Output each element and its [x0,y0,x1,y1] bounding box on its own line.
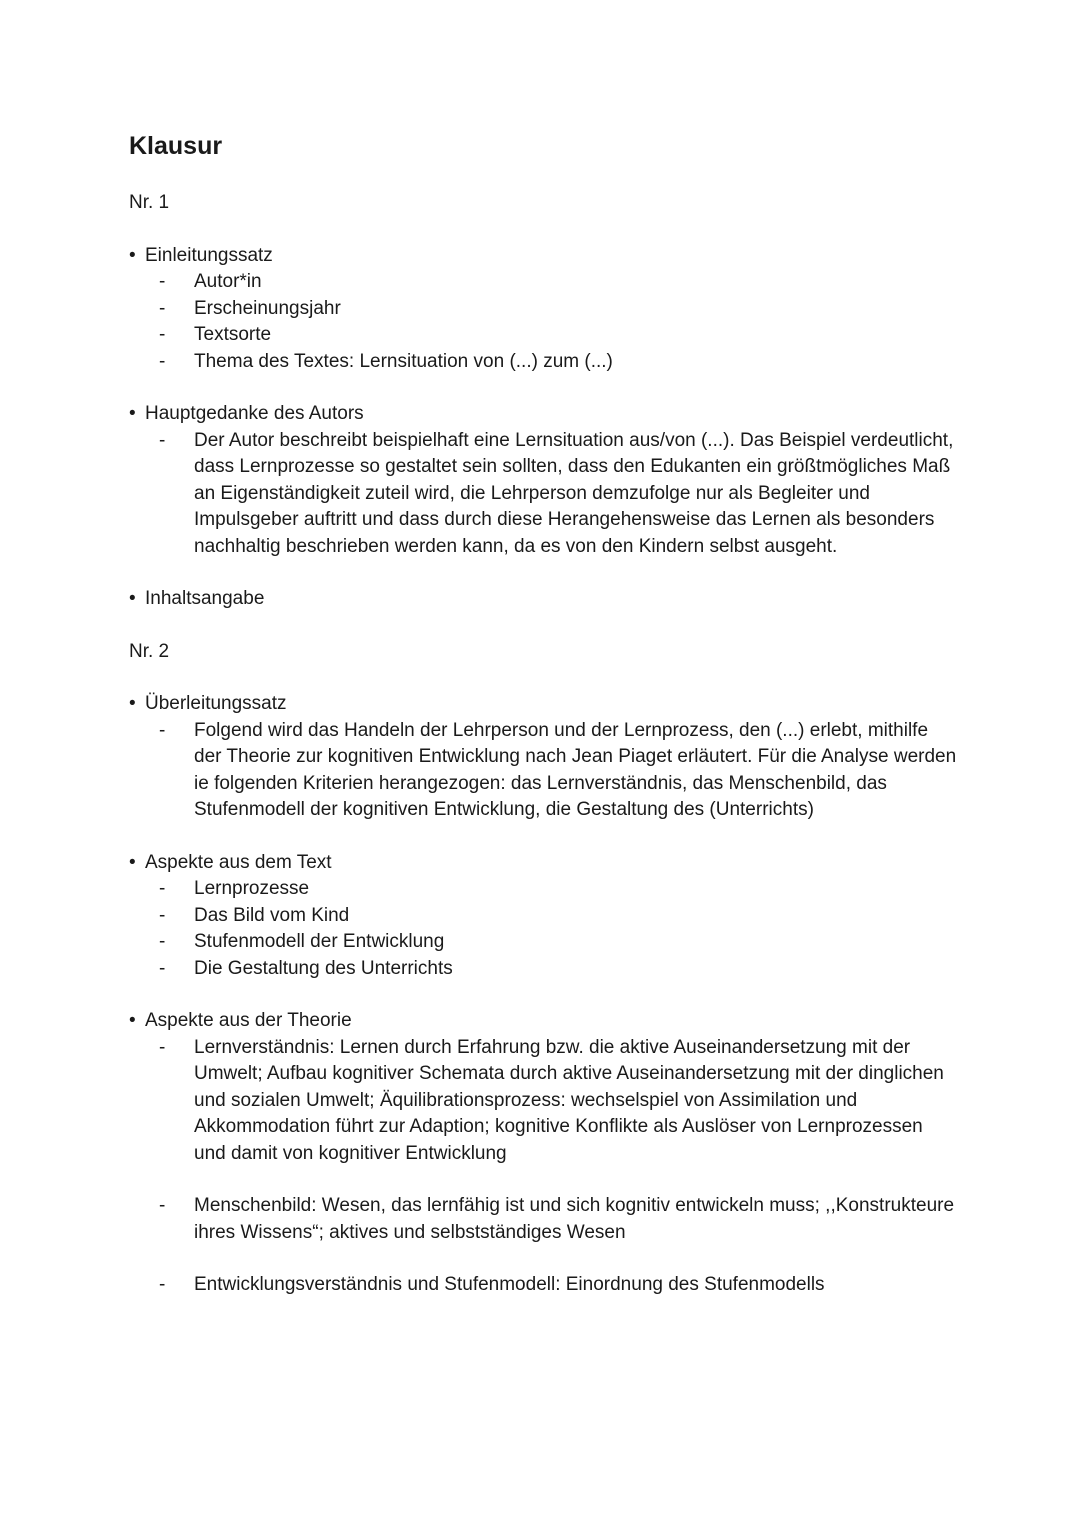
dash-icon: - [159,878,166,899]
dash-icon: - [159,719,166,741]
list-item: - Autor*in [129,269,959,296]
section-aspekte-text [129,850,959,983]
list-item: - Folgend wird das Handeln der Lehrperson und der Lernprozess, den (...) erlebt, mithilfe der Theorie zur kognitiven Entwicklung nach Jean Piaget erläutert. Für die Analyse werden ie folgenden Kriterien herangezogen: das Lernverständnis, das Menschenbild, das Stufenmodell der kognitiven Entwicklung, die Gestaltung des (Unterrichts) [129,718,959,824]
sub-list [129,428,959,561]
sub-list [129,269,959,375]
section-ueberleitungssatz [129,691,959,824]
section-aspekte-theorie [129,1008,959,1299]
dash-icon: - [159,350,166,372]
bullet-icon: • [129,1010,136,1031]
section-einleitungssatz [129,243,959,376]
sub-list [129,1035,959,1299]
bullet-icon: • [129,693,136,714]
list-item: - Menschenbild: Wesen, das lernfähig ist und sich kognitiv entwickeln muss; ,,Konstrukteure ihres Wissens“; aktives und selbstständiges Wesen [129,1193,959,1246]
bullet-icon: • [129,403,136,424]
dash-icon: - [159,429,166,451]
dash-icon: - [159,957,166,979]
dash-icon: - [159,1195,166,1216]
bullet-icon: • [129,851,136,873]
dash-icon: - [159,1274,166,1295]
section-hauptgedanke [129,401,959,560]
section-heading: Einleitungssatz [145,244,273,266]
section-heading: Hauptgedanke des Autors [145,403,364,424]
dash-icon: - [159,904,166,926]
page-title: Klausur [129,132,223,160]
dash-icon: - [159,324,166,345]
list-item: - Stufenmodell der Entwicklung [129,929,959,956]
dash-icon: - [159,1036,166,1058]
section-label-nr2: Nr. 2 [129,640,170,662]
sub-list [129,718,959,824]
dash-icon: - [159,297,166,319]
list-item: - Erscheinungsjahr [129,296,959,323]
list-item: - Lernprozesse [129,876,959,903]
list-item: - Das Bild vom Kind [129,903,959,930]
dash-icon: - [159,931,166,952]
list-item: - Thema des Textes: Lernsituation von (...) zum (...) [129,349,959,376]
dash-icon: - [159,271,166,292]
list-item: - Die Gestaltung des Unterrichts [129,956,959,983]
list-item: - Der Autor beschreibt beispielhaft eine Lernsituation aus/von (...). Das Beispiel verdeutlicht, dass Lernprozesse so gestaltet sein sollten, dass den Edukanten ein größtmögliches Maß an Eigenständigkeit zuteil wird, die Lehrperson demzufolge nur als Begleiter und Impulsgeber auftritt und dass durch diese Herangehensweise das Lernen als besonders nachhaltig beschrieben werden kann, da es von den Kindern selbst ausgeht. [129,428,959,561]
section-label-nr1: Nr. 1 [129,192,170,213]
bullet-icon: • [129,244,136,266]
section-heading: Inhaltsangabe [145,588,265,609]
section-heading: Überleitungssatz [145,693,287,714]
sub-list [129,876,959,982]
section-inhaltsangabe [129,586,959,613]
document-page [129,130,959,1325]
list-item: - Entwicklungsverständnis und Stufenmodell: Einordnung des Stufenmodells [129,1272,959,1299]
list-item: - Lernverständnis: Lernen durch Erfahrung bzw. die aktive Auseinandersetzung mit der Umwelt; Aufbau kognitiver Schemata durch aktive Auseinandersetzung mit der dinglichen und sozialen Umwelt; Äquilibrationsprozess: wechselspiel von Assimilation und Akkommodation führt zur Adaption; kognitive Konflikte als Auslöser von Lernprozessen und damit von kognitiver Entwicklung [129,1035,959,1168]
section-heading: Aspekte aus der Theorie [145,1010,352,1031]
section-heading: Aspekte aus dem Text [145,851,332,873]
list-item: - Textsorte [129,322,959,349]
bullet-icon: • [129,588,136,609]
